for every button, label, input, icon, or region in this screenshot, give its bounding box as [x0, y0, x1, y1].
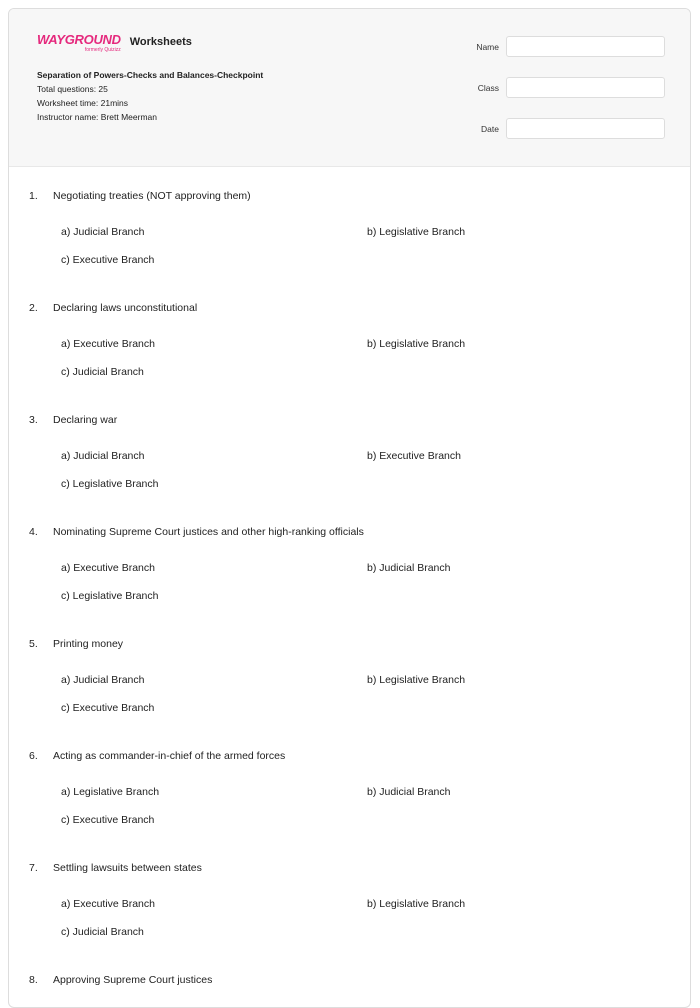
- instructor-name: Instructor name: Brett Meerman: [37, 112, 157, 122]
- question-number: 8.: [29, 974, 38, 986]
- worksheet-info: [37, 68, 277, 124]
- worksheet-time: Worksheet time: 21mins: [37, 98, 129, 108]
- question-number: 3.: [29, 414, 38, 426]
- answer-option[interactable]: c) Executive Branch: [61, 814, 155, 826]
- answer-option[interactable]: c) Judicial Branch: [61, 926, 144, 938]
- answer-option[interactable]: b) Legislative Branch: [367, 674, 466, 686]
- answer-option[interactable]: b) Judicial Branch: [367, 786, 451, 798]
- brand-logo: WAYGROUND: [37, 32, 121, 47]
- answer-option[interactable]: b) Judicial Branch: [367, 562, 451, 574]
- brand-subtitle: formerly Quizizz: [84, 47, 121, 53]
- answer-option[interactable]: a) Executive Branch: [61, 898, 155, 910]
- answer-option[interactable]: a) Legislative Branch: [61, 786, 160, 798]
- name-field: [449, 36, 665, 57]
- class-label: Class: [477, 82, 499, 93]
- date-input[interactable]: [506, 118, 665, 139]
- answer-option[interactable]: a) Judicial Branch: [61, 674, 145, 686]
- answer-option[interactable]: b) Legislative Branch: [367, 898, 466, 910]
- name-label: Name: [476, 41, 499, 52]
- question-text: Settling lawsuits between states: [53, 862, 202, 874]
- question-text: Negotiating treaties (NOT approving them): [53, 190, 251, 202]
- answer-option[interactable]: c) Legislative Branch: [61, 590, 159, 602]
- total-questions: Total questions: 25: [37, 84, 108, 94]
- answer-option[interactable]: a) Executive Branch: [61, 562, 155, 574]
- answer-option[interactable]: c) Executive Branch: [61, 254, 155, 266]
- answer-option[interactable]: b) Legislative Branch: [367, 226, 466, 238]
- class-input[interactable]: [506, 77, 665, 98]
- question-number: 6.: [29, 750, 38, 762]
- question-number: 2.: [29, 302, 38, 314]
- product-name: Worksheets: [129, 36, 192, 48]
- answer-option[interactable]: a) Judicial Branch: [61, 450, 145, 462]
- worksheet: [8, 8, 691, 1008]
- answer-option[interactable]: c) Legislative Branch: [61, 478, 159, 490]
- answer-option[interactable]: b) Executive Branch: [367, 450, 461, 462]
- answer-option[interactable]: b) Legislative Branch: [367, 338, 466, 350]
- logo: [37, 33, 192, 53]
- question-text: Nominating Supreme Court justices and other high-ranking officials: [53, 526, 364, 538]
- question-text: Printing money: [53, 638, 124, 650]
- date-label: Date: [481, 123, 499, 134]
- question-number: 4.: [29, 526, 38, 538]
- answer-option[interactable]: c) Judicial Branch: [61, 366, 144, 378]
- answer-option[interactable]: c) Executive Branch: [61, 702, 155, 714]
- class-field: [449, 77, 665, 98]
- question-text: Declaring war: [53, 414, 118, 426]
- question-text: Declaring laws unconstitutional: [53, 302, 198, 314]
- date-field: [449, 118, 665, 139]
- worksheet-title: Separation of Powers-Checks and Balances-Checkpoint: [37, 70, 264, 80]
- question-text: Approving Supreme Court justices: [53, 974, 213, 986]
- question-number: 1.: [29, 190, 38, 202]
- worksheet-header: [9, 9, 690, 167]
- answer-option[interactable]: a) Judicial Branch: [61, 226, 145, 238]
- name-input[interactable]: [506, 36, 665, 57]
- answer-option[interactable]: a) Executive Branch: [61, 338, 155, 350]
- question-number: 7.: [29, 862, 38, 874]
- question-number: 5.: [29, 638, 38, 650]
- question-text: Acting as commander-in-chief of the armed forces: [53, 750, 286, 762]
